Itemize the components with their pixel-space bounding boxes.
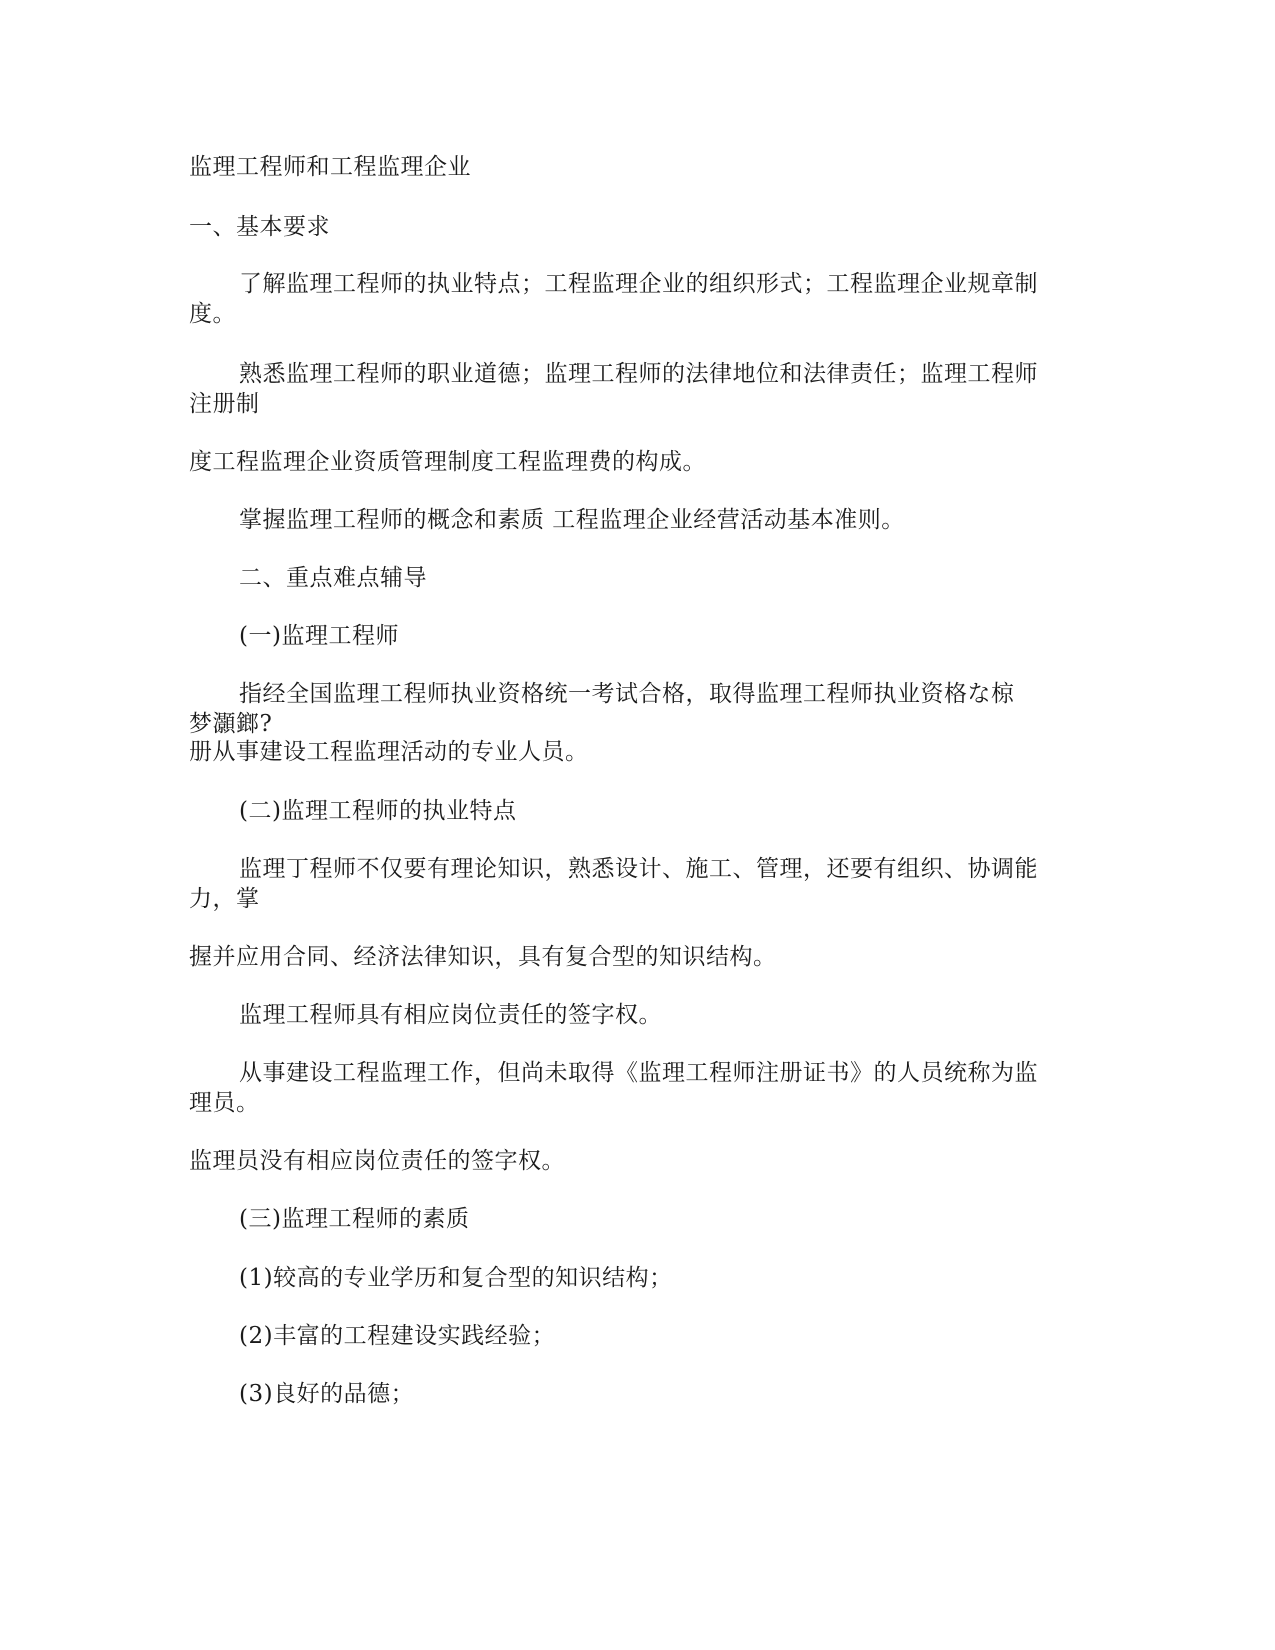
list-item: (2)丰富的工程建设实践经验； [239,1323,556,1349]
paragraph-line: 监理工程师具有相应岗位责任的签字权。 [239,1002,662,1028]
list-item: (3)良好的品德； [239,1381,415,1407]
subsection-heading: (三)监理工程师的素质 [239,1206,470,1232]
paragraph-line: 监理员没有相应岗位责任的签字权。 [189,1148,565,1174]
paragraph-line: 梦灝鎯? [189,711,273,737]
paragraph-line: 度。 [189,301,236,327]
paragraph-line: 理员。 [189,1090,260,1116]
paragraph-line: 指经全国监理工程师执业资格统一考试合格，取得监理工程师执业资格な椋 [239,681,1015,707]
paragraph-line: 注册制 [189,391,260,417]
subsection-heading: (二)监理工程师的执业特点 [239,798,517,824]
paragraph-line: 了解监理工程师的执业特点；工程监理企业的组织形式；工程监理企业规章制 [239,271,1038,297]
paragraph-line: 监理丁程师不仅要有理论知识，熟悉设计、施工、管理，还要有组织、协调能 [239,856,1038,882]
section-heading: 一、基本要求 [189,214,330,240]
paragraph-line: 掌握监理工程师的概念和素质 工程监理企业经营活动基本准则。 [239,507,905,533]
document-title: 监理工程师和工程监理企业 [189,154,471,180]
paragraph-line: 度工程监理企业资质管理制度工程监理费的构成。 [189,449,706,475]
paragraph-line: 力，掌 [189,886,260,912]
list-item: (1)较高的专业学历和复合型的知识结构； [239,1265,673,1291]
paragraph-line: 册从事建设工程监理活动的专业人员。 [189,739,589,765]
paragraph-line: 熟悉监理工程师的职业道德；监理工程师的法律地位和法律责任；监理工程师 [239,361,1038,387]
subsection-heading: (一)监理工程师 [239,623,399,649]
paragraph-line: 从事建设工程监理工作，但尚未取得《监理工程师注册证书》的人员统称为监 [239,1060,1038,1086]
paragraph-line: 握并应用合同、经济法律知识，具有复合型的知识结构。 [189,944,777,970]
section-heading: 二、重点难点辅导 [239,565,427,591]
